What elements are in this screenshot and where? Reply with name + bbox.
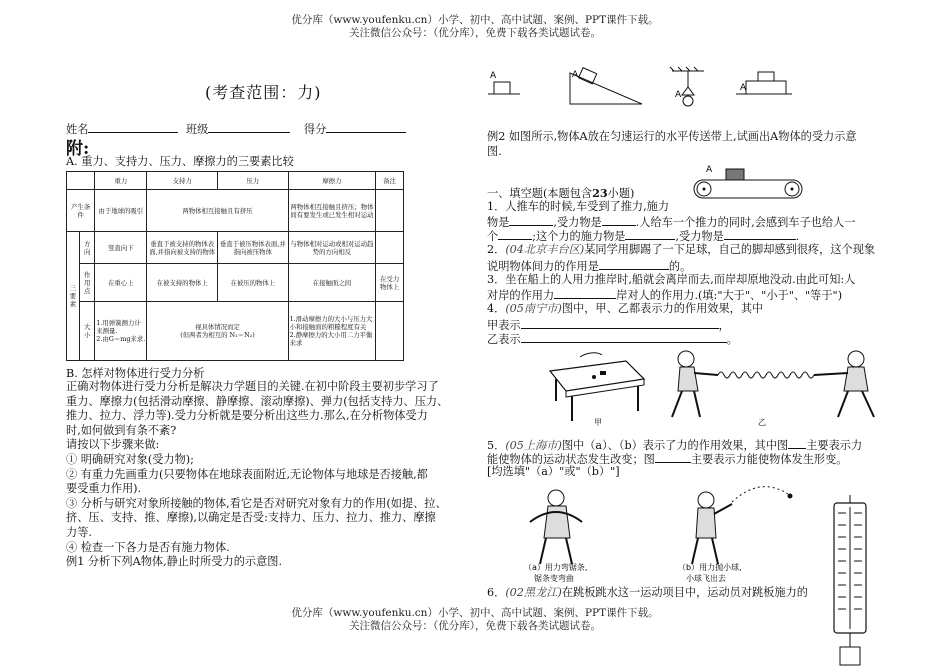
- q5-text: 主要表示力: [806, 439, 863, 452]
- fig-hanging-lamp: [670, 67, 704, 106]
- table-cell: 在受力物体上: [376, 264, 404, 302]
- name-label: 姓名: [66, 123, 89, 136]
- class-label: 班级: [185, 123, 209, 136]
- paragraph-line: ③ 分析与研究对象所接触的物体,看它是否对研究对象有力的作用(如提、拉、: [66, 496, 447, 510]
- fig-label-a: A: [572, 70, 579, 80]
- q4-text: 甲表示: [487, 319, 521, 332]
- q5-number: 5．: [487, 439, 506, 452]
- table-header: 摩擦力: [288, 172, 376, 190]
- size-support-1: 视具体情况而定: [195, 323, 240, 331]
- q3-text: 岸对人的作用力.(填:"大于"、"小于"、"等于"): [616, 289, 843, 302]
- table-cell: 两物体相互接触且有挤压: [147, 190, 288, 232]
- fig-label-a: A: [490, 71, 497, 81]
- table-row-label: 作用点: [80, 264, 95, 302]
- section-b-heading: B. 怎样对物体进行受力分析: [66, 367, 205, 380]
- size-gravity-2: 2.由G＝mg来求.: [96, 335, 146, 343]
- table-cell: [95, 302, 147, 361]
- q6-number: 6．: [487, 586, 506, 599]
- table-cell: [376, 232, 404, 264]
- example1-figures: [484, 65, 794, 115]
- q5-text: 主要表示力能使物体发生形变。: [690, 453, 848, 466]
- q1-line-1: 1．人推车的时候,车受到了推力,施力: [487, 200, 670, 213]
- table-row-label: 大小: [80, 302, 95, 361]
- q2-source: (04北京丰台区): [505, 243, 585, 256]
- table-cell: 在被支持的物体上: [147, 264, 218, 302]
- q2-line-1: [487, 243, 875, 257]
- q5-line-3: [均选填"（a）"或"（b）"]: [487, 465, 620, 478]
- q4-source: (05南宁市): [505, 302, 562, 315]
- table-cell: 垂直于被压物体表面,并指向被压物体: [218, 232, 289, 264]
- figure-q5: [510, 482, 820, 582]
- q1-text: 物是: [487, 216, 510, 229]
- paragraph-line: 推力、拉力、浮力等).受力分析就是要分析出这些力.那么,在分析物体受力: [66, 409, 428, 423]
- q1-line-3: [487, 228, 799, 244]
- q5-text: 能使物体的运动状态发生改变；图: [487, 453, 655, 466]
- figure-a-bending-saw: [524, 490, 587, 582]
- figure-yi-spring-pull: [660, 345, 890, 427]
- footer-line-2: 关注微信公众号：（优分库），免费下载各类试题试卷。: [349, 620, 601, 632]
- table-cell: [147, 302, 288, 361]
- q3-line-1: 3．坐在船上的人用力推岸时,船就会离岸而去,而岸却原地没动.由此可知:人: [487, 273, 856, 286]
- size-gravity-1: 1.用弹簧测力计来测量.: [96, 319, 141, 335]
- table-header: 备注: [376, 172, 404, 190]
- q1-text: ,受力物是: [675, 230, 724, 243]
- q4-text: 图中，甲、乙都表示力的作用效果，其中: [561, 302, 764, 315]
- caption-b-1: （b）用力抛小球,: [678, 563, 742, 572]
- size-friction-1: 1.滑动摩擦力的大小与压力大小和接触面的粗糙程度有关: [289, 315, 373, 331]
- table-cell: [376, 190, 404, 232]
- q2-text: 某同学用脚踢了一下足球，自己的脚却感到很疼，这个现象: [584, 243, 876, 256]
- table-cell: 竖直向下: [95, 232, 147, 264]
- table-cell: 在接触面之间: [288, 264, 376, 302]
- q5-blank-1[interactable]: [788, 437, 806, 449]
- fill-title-pre: 一、填空题(本题包含: [487, 187, 593, 200]
- table-row-label: 产生条件: [67, 190, 95, 232]
- example2-line-1: 例2 如图所示,物体A放在匀速运行的水平传送带上,试画出A物体的受力示意: [487, 130, 857, 143]
- q4-blank-2[interactable]: [521, 331, 727, 343]
- table-cell: 由于地球的吸引: [95, 190, 147, 232]
- q1-text: ;这个力的施力物是: [532, 230, 626, 243]
- table-cell: 垂直于被支持的物体表面,并指向被支持的物体: [147, 232, 218, 264]
- label-jia: 甲: [594, 418, 602, 427]
- size-support-2: (但两者为相互的 N₁＝N₂): [180, 331, 255, 339]
- score-field[interactable]: [326, 121, 406, 133]
- fill-count: 23: [592, 186, 608, 200]
- q4-number: 4．: [487, 302, 506, 315]
- fig-block-on-incline: [570, 68, 642, 104]
- score-label: 得分: [303, 123, 327, 136]
- page-title: (考查范围：力): [205, 83, 322, 102]
- paragraph-line: ④ 检查一下各力是否有施力物体.: [66, 540, 230, 554]
- caption-a-2: 锯条变弯曲: [534, 574, 574, 582]
- name-field[interactable]: [88, 121, 178, 133]
- q1-blank-5[interactable]: [724, 228, 796, 240]
- q1-text: .: [795, 230, 800, 243]
- table-cell: 两物体相互接触且挤压；物体间有要发生或已发生相对运动: [288, 190, 376, 232]
- fig-label-a: A: [706, 165, 713, 175]
- paragraph-line: 挤、压、支持、推、摩擦),以确定是否受:支持力、压力、拉力、推力、摩擦: [66, 511, 436, 525]
- q1-text: .人给车一个推力的同时,会感到车子也给人一: [635, 216, 856, 229]
- table-header: 支持力: [147, 172, 218, 190]
- appendix-heading: 附:: [66, 139, 90, 159]
- q6-line-1: [487, 586, 808, 600]
- q6-text: 在跳板跳水这一运动项目中，运动员对跳板施力的: [561, 586, 808, 599]
- q1-blank-4[interactable]: [625, 228, 675, 240]
- paragraph-line: 重力、摩擦力(包括滑动摩擦、静摩擦、滚动摩擦)、弹力(包括支持力、压力、: [66, 394, 449, 408]
- section-a-heading: A. 重力、支持力、压力、摩擦力的三要素比较: [66, 155, 294, 168]
- table-corner: [67, 172, 95, 190]
- fig-label-a: A: [675, 90, 682, 100]
- header-line-2: 关注微信公众号：（优分库），免费下载各类试题试卷。: [349, 27, 601, 39]
- paragraph-line: 要受重力作用).: [66, 482, 142, 496]
- label-yi: 乙: [758, 418, 766, 427]
- q1-text: 个: [487, 230, 499, 243]
- table-group-label: 三要素: [67, 232, 80, 361]
- paragraph-line: 力等.: [66, 526, 92, 539]
- q1-blank-3[interactable]: [498, 228, 532, 240]
- paragraph-line: 时,如何做到有条不紊?: [66, 423, 177, 437]
- q5-source: (05上海市): [505, 439, 562, 452]
- q4-line-1: [487, 302, 763, 316]
- fig-block-on-ground: [488, 71, 520, 94]
- spring: [718, 372, 814, 378]
- figure-jia-ball-table: [540, 345, 650, 427]
- paragraph-line: ① 明确研究对象(受力物);: [66, 453, 194, 466]
- q4-text: 。: [726, 333, 738, 346]
- table-cell: 在重心上: [95, 264, 147, 302]
- table-cell: 与物体相对运动或相对运动趋势的方向相反: [288, 232, 376, 264]
- q5-text: 图中（a）、（b）表示了力的作用效果，其中图: [561, 439, 789, 452]
- q1-blank-2[interactable]: [602, 214, 636, 226]
- student-info-row: [66, 121, 406, 137]
- paragraph-line: 请按以下步骤来做:: [66, 438, 160, 452]
- table-cell: 在被压的物体上: [218, 264, 289, 302]
- q1-text: ,受力物是: [553, 216, 602, 229]
- footer-line-1: 优分库（www.youfenku.cn）小学、初中、高中试题、案例、PPT课件下载。: [291, 607, 659, 619]
- example2-line-2: 图.: [487, 145, 502, 158]
- table-header: 重力: [95, 172, 147, 190]
- table-row-label: 方向: [80, 232, 95, 264]
- fill-title-post: 小题): [607, 187, 635, 200]
- q3-line-2: [487, 287, 842, 303]
- class-field[interactable]: [208, 121, 290, 133]
- q5-blank-2[interactable]: [655, 451, 691, 463]
- header-line-1: 优分库（www.youfenku.cn）小学、初中、高中试题、案例、PPT课件下载。: [291, 14, 659, 26]
- caption-a-1: （a）用力弯锯条,: [524, 563, 588, 572]
- q2-text: 说明物体间力的作用是: [487, 260, 599, 273]
- left-person: [672, 351, 718, 417]
- paragraph-line: 例1 分析下列A物体,静止时所受力的示意图.: [66, 555, 283, 569]
- paragraph-line: 正确对物体进行受力分析是解决力学题目的关键.在初中阶段主要初步学习了: [66, 380, 439, 393]
- q4-text: 乙表示: [487, 333, 521, 346]
- q1-blank-1[interactable]: [509, 214, 553, 226]
- right-person: [814, 351, 874, 417]
- fill-in-title: [487, 186, 634, 201]
- q6-source: (02黑龙江): [505, 586, 562, 599]
- fig-stacked-blocks: [736, 72, 792, 94]
- fig-label-a: A: [740, 83, 747, 93]
- figure-b-throwing-ball: [678, 487, 793, 582]
- table-cell: [288, 302, 376, 361]
- table-cell: [376, 302, 404, 361]
- q3-text: 对岸的作用力: [487, 289, 555, 302]
- q2-blank[interactable]: [599, 258, 669, 270]
- q2-number: 2．: [487, 243, 506, 256]
- conveyor-belt-figure: [688, 160, 810, 200]
- size-friction-2: 2.静摩擦力的大小用二力平衡来求: [289, 331, 373, 347]
- q4-blank-1[interactable]: [521, 317, 719, 329]
- caption-b-2: 小球飞出去: [686, 574, 726, 582]
- paragraph-line: ② 有重力先画重力(只要物体在地球表面附近,无论物体与地球是否接触,都: [66, 467, 428, 481]
- q4-text: ，: [718, 319, 730, 332]
- q2-line-2: [487, 258, 691, 274]
- spring-scale-figure: [820, 495, 880, 672]
- q3-blank[interactable]: [554, 287, 616, 299]
- force-comparison-table: [66, 171, 404, 361]
- table-header: 压力: [218, 172, 289, 190]
- q2-text: 的。: [668, 260, 692, 273]
